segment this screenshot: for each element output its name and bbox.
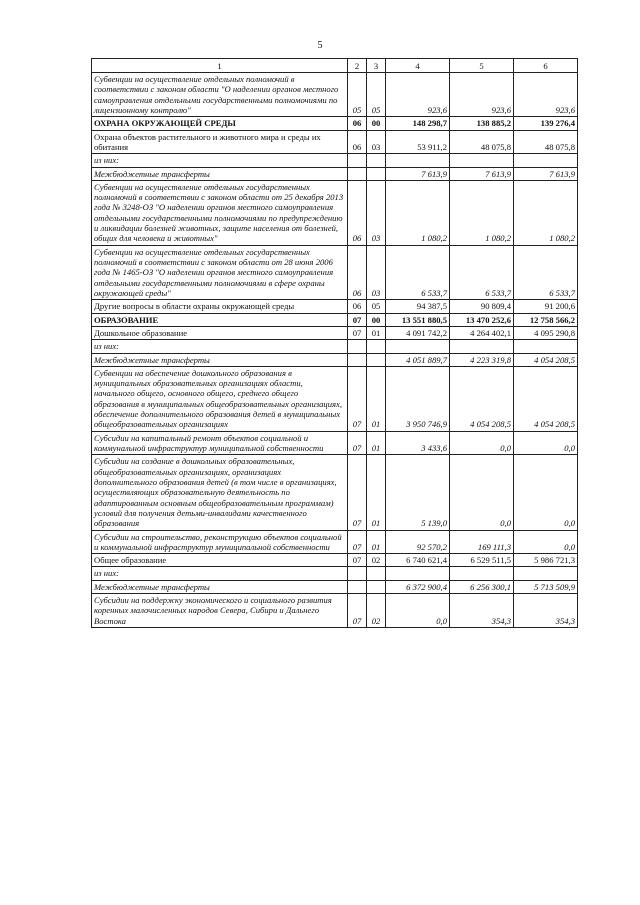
value-col-6 [514, 340, 578, 353]
table-row [92, 567, 578, 580]
value-col-5: 6 256 300,1 [450, 580, 514, 593]
header-cell: 6 [514, 59, 578, 73]
value-col-4: 3 433,6 [386, 431, 450, 455]
subsection-code: 03 [367, 130, 386, 154]
value-col-6: 48 075,8 [514, 130, 578, 154]
section-code [348, 567, 367, 580]
section-code [348, 580, 367, 593]
table-row [92, 353, 578, 366]
section-code [348, 154, 367, 167]
subsection-code: 02 [367, 554, 386, 567]
table-row [92, 431, 578, 455]
value-col-6: 4 054 208,5 [514, 353, 578, 366]
section-code [348, 353, 367, 366]
table-row [92, 130, 578, 154]
table-row [92, 455, 578, 530]
header-cell: 2 [348, 59, 367, 73]
value-col-6 [514, 567, 578, 580]
subsection-code: 01 [367, 455, 386, 530]
value-col-5: 138 885,2 [450, 117, 514, 130]
value-col-5: 169 111,3 [450, 530, 514, 554]
value-col-4: 1 080,2 [386, 180, 450, 245]
value-col-6: 5 713 509,9 [514, 580, 578, 593]
value-col-5: 4 223 319,8 [450, 353, 514, 366]
value-col-4: 6 372 900,4 [386, 580, 450, 593]
subsection-code: 01 [367, 326, 386, 339]
subsection-code: 02 [367, 594, 386, 628]
subsection-code: 01 [367, 366, 386, 431]
row-name: Субсидии на строительство, реконструкцию объектов социальной и коммунальной инфраструктур муниципальной собственности [92, 530, 348, 554]
value-col-6: 4 095 290,8 [514, 326, 578, 339]
subsection-code [367, 340, 386, 353]
row-name: из них: [92, 340, 348, 353]
table-row [92, 594, 578, 628]
section-code: 06 [348, 300, 367, 313]
value-col-6: 7 613,9 [514, 167, 578, 180]
table-row [92, 180, 578, 245]
subsection-code [367, 167, 386, 180]
value-col-5: 13 470 252,6 [450, 313, 514, 326]
section-code: 06 [348, 180, 367, 245]
row-name: Субвенции на осуществление отдельных полномочий в соответствии с законом области "О наделении органов местного самоуправления отдельными государственными полномочиями по лицензионному контролю" [92, 73, 348, 117]
value-col-6: 0,0 [514, 530, 578, 554]
value-col-6: 1 080,2 [514, 180, 578, 245]
row-name: Субвенции на осуществление отдельных государственных полномочий в соответствии с законом области от 28 июня 2006 года № 1465-ОЗ "О наделении органов местного самоуправления отдельными государственными полномочиями в сфере охраны окружающей среды" [92, 245, 348, 300]
row-name: Субсидии на создание в дошкольных образовательных, общеобразовательных организациях, организациях дополнительного образования детей (в том числе в организациях, осуществляющих образовательную деятельность по адаптированным основным общеобразовательным программам) условий для получения детьми-инвалидами качественного образования [92, 455, 348, 530]
section-code: 06 [348, 245, 367, 300]
row-name: Субвенции на обеспечение дошкольного образования в муниципальных образовательных организациях области, начального общего, основного общего, среднего общего образования в муниципальных общеобразовательных организациях, обеспечение дополнительного образования детей в муниципальных общеобразовательных организациях [92, 366, 348, 431]
row-name: Другие вопросы в области охраны окружающей среды [92, 300, 348, 313]
table-row [92, 580, 578, 593]
value-col-6: 0,0 [514, 455, 578, 530]
subsection-code [367, 580, 386, 593]
header-cell: 3 [367, 59, 386, 73]
value-col-4: 6 533,7 [386, 245, 450, 300]
budget-table [91, 58, 578, 628]
row-name: Дошкольное образование [92, 326, 348, 339]
subsection-code: 00 [367, 117, 386, 130]
value-col-5 [450, 567, 514, 580]
row-name: ОХРАНА ОКРУЖАЮЩЕЙ СРЕДЫ [92, 117, 348, 130]
table-row [92, 326, 578, 339]
section-code: 07 [348, 326, 367, 339]
subsection-code: 05 [367, 300, 386, 313]
value-col-4: 13 551 880,5 [386, 313, 450, 326]
value-col-6: 4 054 208,5 [514, 366, 578, 431]
value-col-6: 91 200,6 [514, 300, 578, 313]
value-col-5: 90 809,4 [450, 300, 514, 313]
table-row [92, 366, 578, 431]
value-col-5: 7 613,9 [450, 167, 514, 180]
value-col-6: 12 758 566,2 [514, 313, 578, 326]
value-col-6: 354,3 [514, 594, 578, 628]
value-col-4: 7 613,9 [386, 167, 450, 180]
value-col-6 [514, 154, 578, 167]
subsection-code: 01 [367, 431, 386, 455]
page-number: 5 [317, 40, 323, 51]
value-col-4: 923,6 [386, 73, 450, 117]
row-name: Субвенции на осуществление отдельных государственных полномочий в соответствии с законом области от 25 декабря 2013 года № 3248-ОЗ "О наделении органов местного самоуправления отдельными государственными полномочиями по предупреждению и ликвидации болезней животных, защите населения от болезней, общих для человека и животных" [92, 180, 348, 245]
subsection-code: 03 [367, 180, 386, 245]
row-name: Межбюджетные трансферты [92, 167, 348, 180]
value-col-5 [450, 154, 514, 167]
value-col-4: 94 387,5 [386, 300, 450, 313]
row-name: из них: [92, 154, 348, 167]
subsection-code [367, 154, 386, 167]
value-col-4: 0,0 [386, 594, 450, 628]
value-col-5: 0,0 [450, 431, 514, 455]
section-code: 07 [348, 431, 367, 455]
subsection-code: 00 [367, 313, 386, 326]
table-row [92, 154, 578, 167]
header-cell: 1 [92, 59, 348, 73]
value-col-5: 48 075,8 [450, 130, 514, 154]
value-col-4: 53 911,2 [386, 130, 450, 154]
row-name: Общее образование [92, 554, 348, 567]
value-col-6: 5 986 721,3 [514, 554, 578, 567]
value-col-6: 139 276,4 [514, 117, 578, 130]
value-col-5: 923,6 [450, 73, 514, 117]
subsection-code: 03 [367, 245, 386, 300]
row-name: Охрана объектов растительного и животного мира и среды их обитания [92, 130, 348, 154]
table-row [92, 554, 578, 567]
value-col-6: 923,6 [514, 73, 578, 117]
subsection-code [367, 353, 386, 366]
table-row [92, 313, 578, 326]
value-col-5: 1 080,2 [450, 180, 514, 245]
section-code: 07 [348, 594, 367, 628]
row-name: ОБРАЗОВАНИЕ [92, 313, 348, 326]
section-code [348, 340, 367, 353]
value-col-4: 92 570,2 [386, 530, 450, 554]
value-col-6: 0,0 [514, 431, 578, 455]
row-name: Межбюджетные трансферты [92, 580, 348, 593]
section-code [348, 167, 367, 180]
section-code: 07 [348, 366, 367, 431]
value-col-4 [386, 567, 450, 580]
value-col-5: 6 529 511,5 [450, 554, 514, 567]
header-row [92, 59, 578, 73]
table-row [92, 245, 578, 300]
row-name: Межбюджетные трансферты [92, 353, 348, 366]
table-row [92, 117, 578, 130]
section-code: 05 [348, 73, 367, 117]
section-code: 06 [348, 130, 367, 154]
section-code: 07 [348, 554, 367, 567]
row-name: Субсидии на поддержку экономического и социального развития коренных малочисленных народов Севера, Сибири и Дальнего Востока [92, 594, 348, 628]
value-col-5: 4 264 402,1 [450, 326, 514, 339]
value-col-4: 148 298,7 [386, 117, 450, 130]
value-col-5: 354,3 [450, 594, 514, 628]
table-row [92, 530, 578, 554]
value-col-4: 5 139,0 [386, 455, 450, 530]
value-col-4: 3 950 746,9 [386, 366, 450, 431]
value-col-5: 4 054 208,5 [450, 366, 514, 431]
value-col-4 [386, 154, 450, 167]
table-row [92, 300, 578, 313]
section-code: 07 [348, 313, 367, 326]
section-code: 07 [348, 530, 367, 554]
table-row [92, 340, 578, 353]
value-col-5: 6 533,7 [450, 245, 514, 300]
value-col-4 [386, 340, 450, 353]
row-name: Субсидии на капитальный ремонт объектов социальной и коммунальной инфраструктур муниципальной собственности [92, 431, 348, 455]
section-code: 07 [348, 455, 367, 530]
section-code: 06 [348, 117, 367, 130]
table-row [92, 167, 578, 180]
subsection-code [367, 567, 386, 580]
value-col-4: 6 740 621,4 [386, 554, 450, 567]
value-col-6: 6 533,7 [514, 245, 578, 300]
value-col-4: 4 091 742,2 [386, 326, 450, 339]
row-name: из них: [92, 567, 348, 580]
subsection-code: 05 [367, 73, 386, 117]
table-row [92, 73, 578, 117]
value-col-4: 4 051 889,7 [386, 353, 450, 366]
value-col-5 [450, 340, 514, 353]
subsection-code: 01 [367, 530, 386, 554]
header-cell: 4 [386, 59, 450, 73]
header-cell: 5 [450, 59, 514, 73]
value-col-5: 0,0 [450, 455, 514, 530]
